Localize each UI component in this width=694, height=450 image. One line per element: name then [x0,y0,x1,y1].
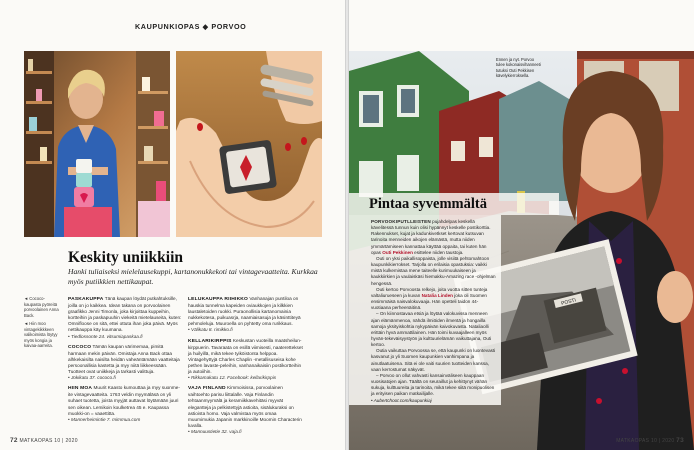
shop-name: LELUKAUPPA RIIHIKKO [188,297,249,302]
left-page [0,0,345,450]
shop-entry [68,344,183,382]
shop-address: • Mannuustietie 32. vaja.fi [188,428,242,434]
shop-owner-photo [24,51,170,237]
shop-entry [188,385,303,435]
photo-caption-1: ◄ Cococo-kaupasta pyöreitä porvoolainen Anna Back. [24,296,59,318]
shop-address: • Välikatu 8. rimikko.fi [188,327,233,333]
left-lede: Hanki tuliaiseksi mielelausekuppi, kartanonukkekoti tai vintagevaatteita. Kurkkaa myös putiikkien nettikaupat. [68,267,318,286]
shop-name: PASKAKUPPA [68,297,104,302]
paragraph: – Porvoo on ollut vahvasti kansainväliseen kauppaan vuosisatojen ajan. Täältä on seuraillut ja kehittynyt vähän sukuja, kulttuureita ja tarinoita, mikä tekee siitä monipuolisen ja erityisen paikan matkailijalle. [371,372,495,397]
shop-entry [68,296,183,340]
person-name: Outi Pekkinen [382,249,413,255]
shop-address: • Rikkamakatu 12. Facebook: kellarikirppis [188,375,277,381]
shop-address: • Mannerheimintie 7. mimmua.com [68,416,141,422]
person-name: Natalia Linden [421,292,453,298]
shop-address: • Tiedlossonte 24. vitsumiapaskaa.fi [68,333,143,339]
shop-entry [188,338,303,382]
shop-description: Tämän kaupan värimemaa, pimitä harmaan mekin päivän. Omistaja Anna Back ottaa alhkekaisilta naisilta heidän vaheäntämään vaatteitaja persoonallisia kastetta ja myy niitä liikkeessään. Tuotteet ovat uniikkeja ja tarkasti valittuja. [68,343,180,375]
page-number: 73 [676,437,684,444]
diamond-icon: ◆ [202,22,209,31]
shop-column-2 [188,296,303,439]
right-photo-caption: Ennen ja nyt. Porvoo tulee kokonaisvihanneeti tutuksi Outi Pekkisen kävelykierroksella. [496,57,541,79]
shop-name: VAJA FINLAND [188,386,226,392]
right-headline: Pintaa syvemmältä [369,196,487,212]
paragraph-lead: PORVOOKIPUTLLEISTEN [371,219,431,224]
shop-description: Muurit Kaasto kumouttaa ja myy suonme-ite vintagevaatteita. 1763 veldin myymäläsä on yli suhaet tuotetta, joista myyjät auttavat löytämään juuri sen oikean. Lemikoin koulketrea 45 e. Kaupassa muokki-on = vaaettitta. [68,385,180,416]
magazine-issue: MATKAOPAS 10 | 2020 [19,438,78,444]
left-headline: Keskity uniikkiin [68,249,184,266]
article-body [371,219,496,404]
jewelry-hands-photo [176,51,322,237]
shop-description: Kimmoisissa, porvoolainen vaihtoehto parisu liittalalle. Vaja Finlandin tehtaanmyymälä ja keramiikkavehitäsi myyvät elegantteja ja pelkistettyjä astioita, sisälukuraksi on astioista homo. Vaja valmistaa myös omaa muumimukia Japanin markkinoille Moomin Characterin luvalla. [188,385,302,428]
magazine-issue: MATKAOPAS 10 | 2020 [616,438,675,444]
shop-description: Vanhanajan puntiloa on hauskia tunnelma kapeiden oviaukkojen ja kilkkien laustaletoiden ruokki. Puraonollisia kartanomainia nukkekotesa, puikuasrja, naamiaisasuja ja käsinttiteyä pehmoleluja. Muuroella on pyhtetty oma rurikkaus. [188,296,301,327]
paragraph: Outi kertoo Porvoosta relkejo, joita vuotta sitten tunteja valtaliurueseen ja kuvan Natalia Linden joka oli Suomen ensimmäisä naisvalokuvaaja. Hän opetteli taidon 44-vuotiaana perheenäitinä. [371,286,488,311]
left-folio [10,437,78,444]
shop-name: KELLARIKIRPPIS [188,338,232,344]
shop-address: • Jokikatu 37. cococo.fi [68,375,116,381]
shop-column-1 [68,296,183,427]
right-page [349,0,694,450]
photo-sign-text: POSTI [560,297,577,307]
paragraph: – On kiinnostavaa etsiä ja löytää valokuvissa menneen ajan elämänmenoa, nähdä ilmiöiden ilmentä ja hongailla samoja yksityiskohtia nykypäivän kaivokuvasta. Nataliaolli erittäin hyvä ammattilainen. Hän toimi kuvaajalleen myös hyvän-tekeväisyystyön ja kulttuurielämän vaikuttajana, Outi kertoo. [371,311,492,348]
shop-description: Tänä kaupan löydät putkahtuksille, joilla on jo kaikkea. Idean takana on porvoolainen graafikko Jenni Timonla, joka kirjoittaa kuppeihin, kortteihin ja paskapuuhin viekeitä mietelauseita, kuten: Omnifloose on sitä, ettei ottuta ihan joka päivä. Myös nettikauppa käy kuumana. [68,296,182,333]
paragraph: Outi on yksi paikallisoppaista, jolle visiitä pehtomahtoon kaupunkikierrokset. Tarjolla on erilaisia opastuksia: vaikki mistä kulkemistaa mene taiteelle kurimuukaiseen ja kaukkiirkien ja vaulaiskäsi hiemakku-Amazing race -ohjelman hengessä. [371,255,496,286]
photo-caption-2: ◄ Hiin moo vintagekikkkeen valikoimista löytyy myös kongia ja kaivaa-aarreita. [24,321,58,349]
paragraph: PORVOOKIPUTLLEISTEN pujahdelpas keskellä kävelitessä tunnun kuin olisi hypännyt keskelle postikorttia. Rakennukset, kujat ja kadunkivetkset kertovat kutsuvan tarinoita menneiden aikojen elämästä, mutta niiden ymmärtämiseen kannattaa käyttää oppaita, tai kuten hän opas Outi Pekkinen esittelee niiden taustoja. [371,219,491,255]
shop-name: HIIN MOA [68,386,93,392]
page-number: 72 [10,437,18,444]
paragraph: Outia vaikuttaa Porvoossa se, että kaupunki on luontevasti kasvanut jo yli Suomen kaupunkien vanhimpana ja ainutlaatuisena. Sitä ei ole vaiti suurien tuotteiden kanssa, vaan kerrostumat näkyvät. [371,348,496,372]
shop-entry [188,296,303,334]
source-link: • Aubertchoot.com/kaupunkiaj [371,397,432,403]
shop-name: COCOCO [68,344,92,350]
shop-entry [68,385,183,423]
section-label: KAUPUNKIOPAS ◆ PORVOO [135,22,247,31]
shop-description: Keskustan vuoteilla maatsheilun-kirppuerin. Tavaraata on esillä viimisesti, naaterettekset ja huilyillä, mikä tekee tyiköistonta helppoa. Vintagehyttyjä Charles Chaplin -metallisuseisa kohe pethen lavaste-peleihin, vanhanaikaisiin postikortteihin ja autoiihin. [188,337,303,375]
right-folio [616,437,684,444]
